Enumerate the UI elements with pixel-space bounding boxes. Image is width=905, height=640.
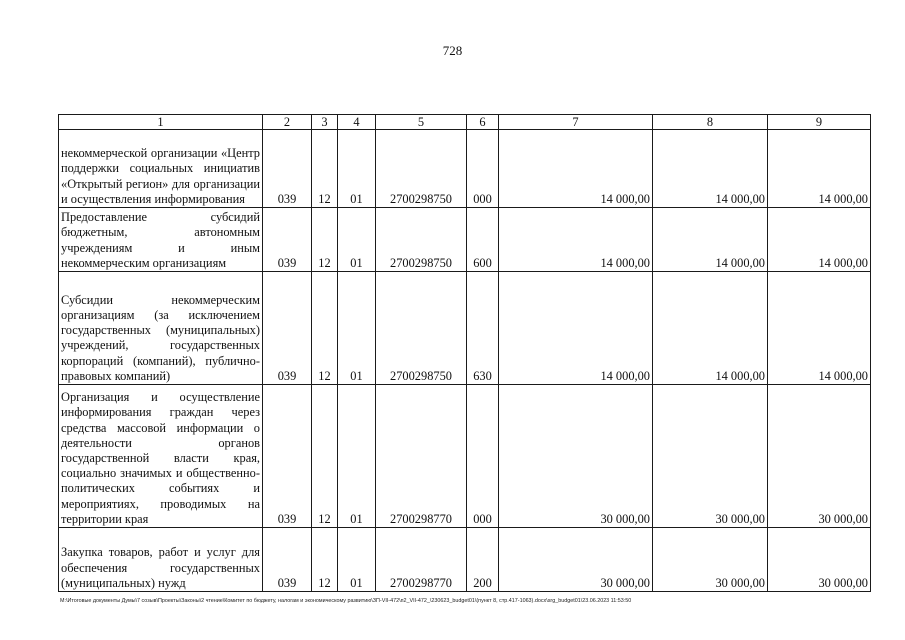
row-name: Закупка товаров, работ и услуг для обеспечения государственных (муниципальных) нужд — [59, 528, 263, 592]
page-number: 728 — [442, 43, 463, 58]
row-podrazdel: 01 — [338, 130, 376, 208]
row-sum3: 30 000,00 — [768, 385, 871, 528]
header-row — [59, 115, 871, 130]
row-sum2: 14 000,00 — [653, 208, 768, 272]
row-sum2: 30 000,00 — [653, 528, 768, 592]
row-razdel: 12 — [312, 385, 338, 528]
row-cs: 2700298750 — [376, 130, 467, 208]
row-glava: 039 — [263, 208, 312, 272]
row-razdel: 12 — [312, 130, 338, 208]
row-vr: 630 — [467, 272, 499, 385]
header-cell: 2 — [263, 115, 312, 130]
row-razdel: 12 — [312, 208, 338, 272]
row-glava: 039 — [263, 528, 312, 592]
row-sum1: 14 000,00 — [499, 208, 653, 272]
row-vr: 000 — [467, 130, 499, 208]
table-row — [59, 130, 871, 208]
row-cs: 2700298770 — [376, 385, 467, 528]
row-sum1: 14 000,00 — [499, 272, 653, 385]
row-podrazdel: 01 — [338, 528, 376, 592]
row-sum3: 14 000,00 — [768, 208, 871, 272]
row-sum1: 30 000,00 — [499, 528, 653, 592]
row-vr: 000 — [467, 385, 499, 528]
budget-table — [58, 114, 871, 592]
row-cs: 2700298770 — [376, 528, 467, 592]
row-sum2: 14 000,00 — [653, 272, 768, 385]
row-glava: 039 — [263, 130, 312, 208]
row-podrazdel: 01 — [338, 272, 376, 385]
table-row — [59, 272, 871, 385]
row-podrazdel: 01 — [338, 385, 376, 528]
row-name: Предоставление субсидий бюджетным, автономным учреждениям и иным некоммерческим организациям — [59, 208, 263, 272]
row-name: Субсидии некоммерческим организациям (за исключением государственных (муниципальных) учреждений, государственных корпораций (компаний), публично-правовых компаний) — [59, 272, 263, 385]
row-vr: 600 — [467, 208, 499, 272]
table-row — [59, 385, 871, 528]
row-podrazdel: 01 — [338, 208, 376, 272]
row-glava: 039 — [263, 272, 312, 385]
row-sum2: 14 000,00 — [653, 130, 768, 208]
header-cell: 5 — [376, 115, 467, 130]
row-cs: 2700298750 — [376, 272, 467, 385]
row-sum3: 30 000,00 — [768, 528, 871, 592]
header-cell: 8 — [653, 115, 768, 130]
header-cell: 3 — [312, 115, 338, 130]
table-row — [59, 528, 871, 592]
row-sum3: 14 000,00 — [768, 130, 871, 208]
row-glava: 039 — [263, 385, 312, 528]
row-razdel: 12 — [312, 528, 338, 592]
header-cell: 4 — [338, 115, 376, 130]
header-cell: 1 — [59, 115, 263, 130]
row-sum2: 30 000,00 — [653, 385, 768, 528]
row-sum1: 30 000,00 — [499, 385, 653, 528]
row-name: Организация и осуществление информирования граждан через средства массовой информации о деятельности органов государственной власти края, социально значимых и общественно-политических событиях и мероприятиях, проводимых на территории края — [59, 385, 263, 528]
row-name: некоммерческой организации «Центр поддержки социальных инициатив «Открытый регион» для организации и осуществления информирования — [59, 130, 263, 208]
row-sum3: 14 000,00 — [768, 272, 871, 385]
row-vr: 200 — [467, 528, 499, 592]
header-cell: 6 — [467, 115, 499, 130]
footer-file-path: M:\Итоговые документы Думы\7 созыв\Проекты\Законы\2 чтение\Комитет по бюджету, налогам и экономическому развитию\ЗП-VII-472\п2_VII-472_\230623_budget01\(пункт 8, стр.417-1063).docx\srg_budget01\23.06.2023 11:53:50 — [60, 598, 632, 604]
header-cell: 9 — [768, 115, 871, 130]
header-cell: 7 — [499, 115, 653, 130]
table-row — [59, 208, 871, 272]
row-razdel: 12 — [312, 272, 338, 385]
row-cs: 2700298750 — [376, 208, 467, 272]
row-sum1: 14 000,00 — [499, 130, 653, 208]
